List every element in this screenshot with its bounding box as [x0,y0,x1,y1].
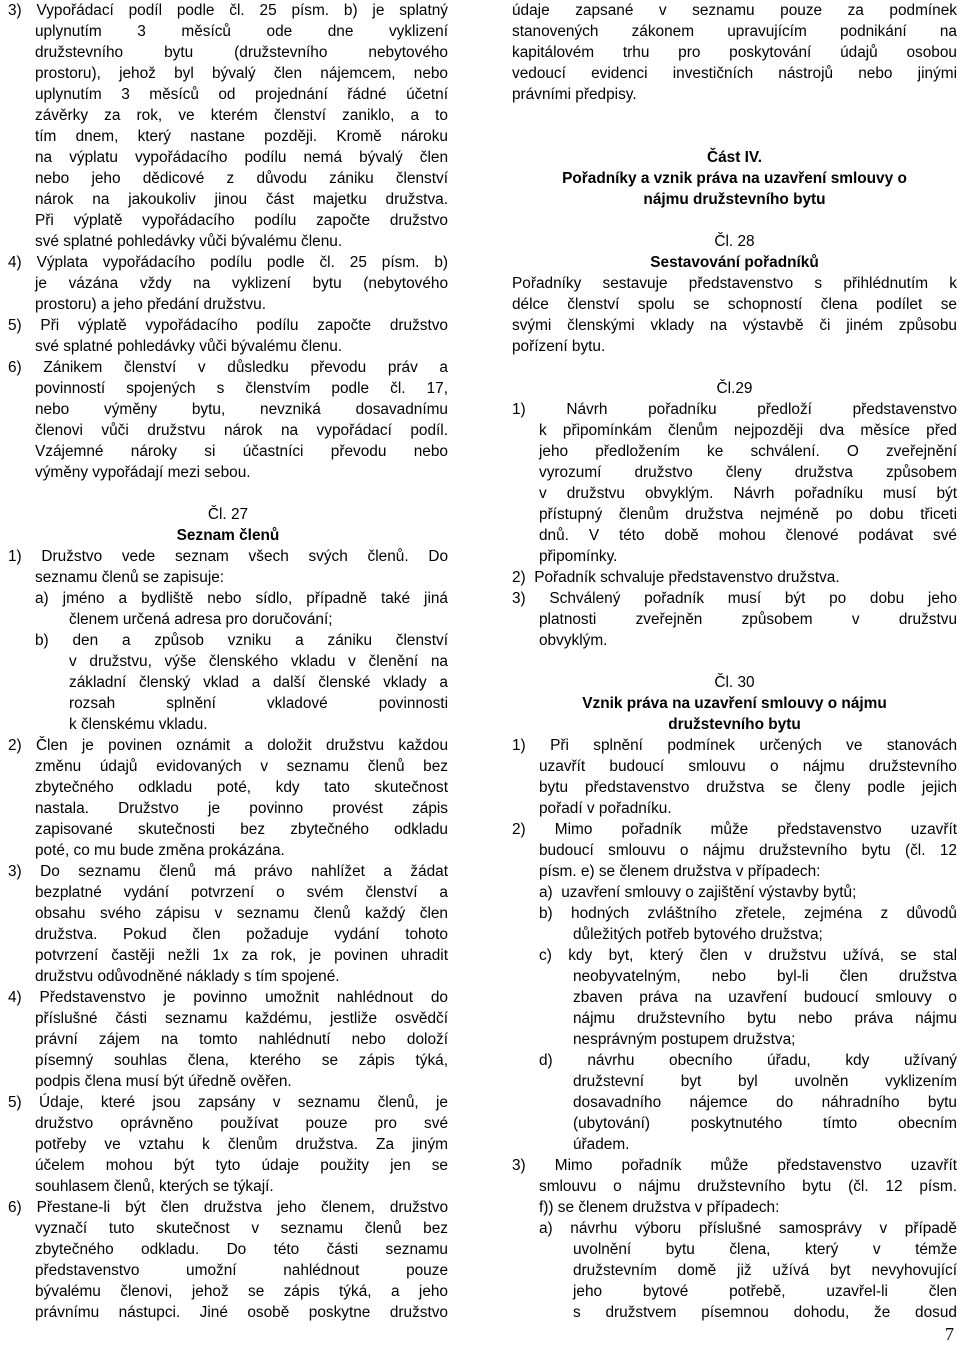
text-line: potvrzení častěji nežli 1x za rok, je povinen uhradit [35,947,448,964]
text-line: bezplatné vydání potvrzení o svém členství a [35,884,448,901]
text-line: c) kdy byt, který člen v družstvu užívá, se stal [539,947,957,964]
text-line: 1) Návrh pořadníku předloží představenstvo [512,401,957,418]
text-line: písm. e) se členem družstva v případech: [539,863,821,880]
text-line: nárok na jakoukoliv jinou část majetku družstva. [35,191,448,208]
text-line: prostoru) a jeho předání družstvu. [35,296,266,313]
text-line: účelem mohou být tyto údaje použity jen se [35,1157,448,1174]
heading-line: Pořadníky a vznik práva na uzavření smlouvy o [562,170,907,187]
text-line: na výplatu vypořádacího podílu nemá bývalý člen [35,149,448,166]
text-line: 3) Vypořádací podíl podle čl. 25 písm. b) je splatný [8,2,448,19]
text-line: družstevním domě již užívá byt nevyhovující [573,1262,957,1279]
text-line: pořízení bytu. [512,338,606,355]
text-line: zbaven práva na uzavření budoucí smlouvy o [573,989,957,1006]
text-line [512,651,957,672]
text-line [512,357,957,378]
text-line: 5) Při výplatě vypořádacího podílu započte družstvo [8,317,448,334]
text-line: jeho bytové potřebě, uzavřel-li člen [573,1283,957,1300]
text-line: své splatné pohledávky vůči bývalému členu. [35,233,343,250]
text-line: platnosti zveřejněn způsobem v družstvu [539,611,957,628]
heading-line: Vznik práva na uzavření smlouvy o nájmu [582,695,887,712]
text-line: uplynutím 3 měsíců od projednání řádné účetní [35,86,448,103]
text-line: a) uzavření smlouvy o zajištění výstavby bytů; [539,884,857,901]
text-line: družstva. Pokud člen požaduje vydání tohoto [35,926,448,943]
text-line: Při výplatě vypořádacího podílu započte družstvo [35,212,448,229]
text-line: připomínky. [539,548,618,565]
heading-line: Část IV. [706,149,763,166]
text-line: seznamu členů se zapisuje: [35,569,225,586]
text-line: změnu údajů evidovaných v seznamu členů bez [35,758,448,775]
text-line: vyznačí tuto skutečnost v seznamu členů bez [35,1220,448,1237]
text-line: vedoucí evidenci investičních nástrojů nebo jinými [512,65,957,82]
text-line: právní zájem na tomto nahlédnutí nebo doloží [35,1031,448,1048]
text-line: Vzájemné nároky si účastníci převodu nebo [35,443,448,460]
text-line: k členskému vkladu. [69,716,208,733]
text-line: 3) Schválený pořadník musí být po dobu jeho [512,590,957,607]
text-line: Pořadníky sestavuje představenstvo s přihlédnutím k [512,275,957,292]
text-line: neobyvatelným, nebo byl-li člen družstva [573,968,957,985]
text-line: nastala. Družstvo je povinno provést zápis [35,800,448,817]
text-line: zapisované skutečnosti bez zbytečného odkladu [35,821,448,838]
text-line: 2) Člen je povinen oznámit a doložit družstvu každou [8,737,448,754]
text-line: 2) Mimo pořadník může představenstvo uzavřít [512,821,957,838]
text-line: v družstvu obvyklým. Návrh pořadníku musí být [539,485,957,502]
text-line: f)) se členem družstva v případech: [539,1199,780,1216]
text-line: je vázána vždy na vyklizení bytu (nebytového [35,275,448,292]
text-line: družstvu odůvodněné náklady s tím spojené. [35,968,340,985]
text-line: 6) Přestane-li být člen družstva jeho členem, družstvo [8,1199,448,1216]
text-line: zbytečného odkladu. Do této části seznamu [35,1241,448,1258]
text-line [512,210,957,231]
text-line: stanovených zákonem upravujícím podnikání na [512,23,957,40]
text-line: poté, co mu bude změna prokázána. [35,842,285,859]
text-line: smlouvu o nájmu družstevního bytu (čl. 12 písm. [539,1178,957,1195]
text-line: družstvo oprávněno používat pouze pro své [35,1115,448,1132]
heading-line: družstevního bytu [668,716,801,733]
right-column [512,0,957,1323]
text-line: 3) Do seznamu členů má právo nahlížet a žádat [8,863,448,880]
text-line: povinností spojených s členstvím podle čl. 17, [35,380,448,397]
text-line: nájmu družstevního bytu nebo práva nájmu [573,1010,957,1027]
text-line: 1) Při splnění podmínek určených ve stanovách [512,737,957,754]
text-line: 1) Družstvo vede seznam všech svých členů. Do [8,548,448,565]
text-line: 3) Mimo pořadník může představenstvo uzavřít [512,1157,957,1174]
text-line: b) hodných zvláštního zřetele, zejména z důvodů [539,905,957,922]
text-line: a) návrhu výboru příslušné samosprávy v případě [539,1220,957,1237]
text-line: b) den a způsob vzniku a zániku členství [35,632,448,649]
text-line: podpis člena musí být úředně ověřen. [35,1073,292,1090]
text-line: družstevní byt byl uvolněn vyklizením [573,1073,957,1090]
text-line: zbytečného odkladu poté, kdy tato skutečnost [35,779,448,796]
text-line: nebo výměny bytu, nevzniká dosavadnímu [35,401,448,418]
text-line: 2) Pořadník schvaluje představenstvo družstva. [512,569,840,586]
text-line: právními předpisy. [512,86,637,103]
text-line: souhlasem členů, kterých se týkají. [35,1178,274,1195]
text-line: svými členskými vklady na výstavbě či jiném způsobu [512,317,957,334]
text-line: (ubytování) poskytnutého tímto obecním [573,1115,957,1132]
text-line: základní členský vklad a další členské vklady a [69,674,448,691]
heading-line: Čl.29 [716,380,753,397]
text-line: dnů. V této době mohou členové podávat své [539,527,957,544]
text-line: údaje zapsané v seznamu pouze za podmínek [512,2,957,19]
text-line: představenstvo umožní nahlédnout pouze [35,1262,448,1279]
text-line: d) návrhu obecního úřadu, kdy užívaný [539,1052,957,1069]
text-line: obsahu svého zápisu v seznamu členů každý člen [35,905,448,922]
text-line: jeho předložením ke schválení. O zveřejnění [539,443,957,460]
text-line: tím dnem, který nastane později. Kromě nároku [35,128,448,145]
text-line: své splatné pohledávky vůči bývalému členu. [35,338,343,355]
text-line [8,483,448,504]
text-line: 5) Údaje, které jsou zapsány v seznamu členů, je [8,1094,448,1111]
text-line: pořadí v pořadníku. [539,800,672,817]
text-line: přístupný členům družstva nejméně po dobu třiceti [539,506,957,523]
text-line: 4) Představenstvo je povinno umožnit nahlédnout do [8,989,448,1006]
text-line: vyrozumí družstvo členy družstva způsobem [539,464,957,481]
text-line: a) jméno a bydliště nebo sídlo, případně také jiná [35,590,448,607]
text-line: v družstvu, výše členského vkladu v členění na [69,653,448,670]
text-line: obvyklým. [539,632,608,649]
heading-line: nájmu družstevního bytu [643,191,826,208]
text-line [512,105,957,126]
text-line: bývalému členovi, jehož se zápis týká, a jeho [35,1283,448,1300]
text-line: budoucí smlouvu o nájmu družstevního bytu (čl. 12 [539,842,957,859]
text-line: rozsah splnění vkladové povinnosti [69,695,448,712]
left-column [8,0,448,1323]
text-line: nebo jeho dědicové z důvodu zániku členství [35,170,448,187]
text-line: členovi vůči družstvu nárok na vypořádací podíl. [35,422,448,439]
text-line: uvolnění bytu člena, který v témže [573,1241,957,1258]
heading-line: Seznam členů [176,527,280,544]
heading-line: Čl. 30 [714,674,755,691]
text-line: bytu představenstvo družstva se členy podle jejich [539,779,957,796]
text-line: k připomínkám členům nejpozději dva měsíce před [539,422,957,439]
text-line: písemný souhlas člena, kterého se zápis týká, [35,1052,448,1069]
text-line: potřeby ve vztahu k členům družstva. Za jiným [35,1136,448,1153]
text-line: nesprávným postupem družstva; [573,1031,796,1048]
text-line: uzavřít budoucí smlouvu o nájmu družstevního [539,758,957,775]
heading-line: Čl. 27 [207,506,249,523]
text-line: závěrky za rok, ve kterém členství zaniklo, a to [35,107,448,124]
text-line: 6) Zánikem členství v důsledku převodu práv a [8,359,448,376]
text-line: důležitých potřeb bytového družstva; [573,926,823,943]
text-line: právnímu nástupci. Jiné osobě poskytne družstvo [35,1304,448,1321]
text-line: úřadem. [573,1136,630,1153]
text-line: kapitálovém trhu pro poskytování údajů osobou [512,44,957,61]
text-line: délce členství spolu se schopností člena podílet se [512,296,957,313]
text-line: uplynutím 3 měsíců ode dne vyklizení [35,23,448,40]
text-line: družstevního bytu (družstevního nebytového [35,44,448,61]
text-line: s družstvem písemnou dohodu, že dosud [573,1304,957,1321]
text-line: dosavadního nájemce do náhradního bytu [573,1094,957,1111]
text-line: příslušné části seznamu každému, jestliže osvědčí [35,1010,448,1027]
text-line: 4) Výplata vypořádacího podílu podle čl. 25 písm. b) [8,254,448,271]
page-number: 7 [945,1324,954,1344]
text-line: výměny vypořádají mezi sebou. [35,464,251,481]
heading-line: Čl. 28 [714,233,755,250]
text-line: prostoru), jehož byl bývalý člen nájemcem, nebo [35,65,448,82]
text-line: členem určená adresa pro doručování; [69,611,333,628]
heading-line: Sestavování pořadníků [650,254,819,271]
text-line [512,126,957,147]
